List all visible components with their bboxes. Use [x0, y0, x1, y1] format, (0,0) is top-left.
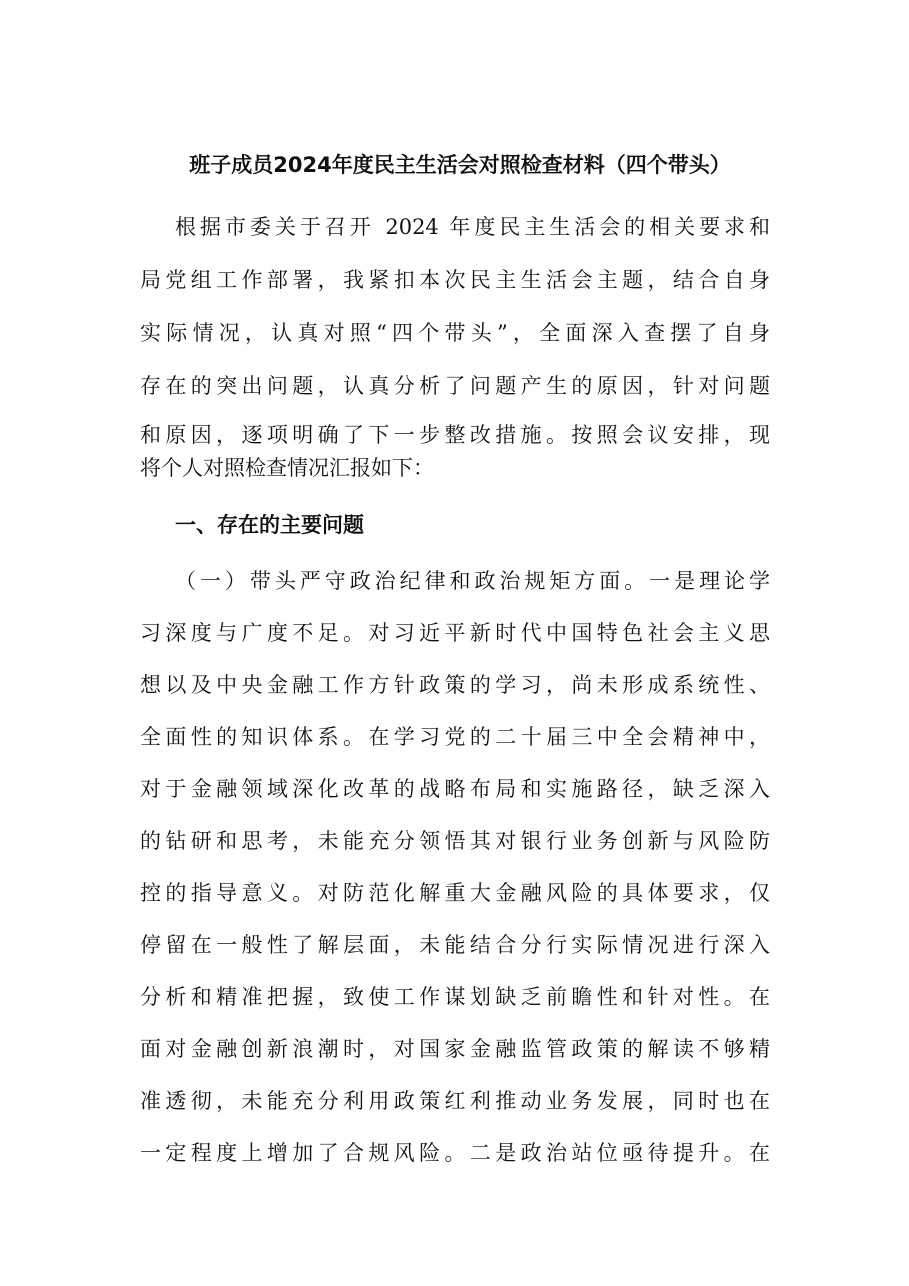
- intro-line-1: 根据市委关于召开 2024 年度民主生活会的相关要求和: [175, 215, 770, 239]
- intro-line-4: 存在的突出问题，认真分析了问题产生的原因，针对问题: [140, 374, 770, 398]
- body-line-5: 对于金融领域深化改革的战略布局和实施路径，缺乏深入: [140, 777, 770, 801]
- body-line-10: 面对金融创新浪潮时，对国家金融监管政策的解读不够精: [140, 1037, 770, 1061]
- body-line-6: 的钻研和思考，未能充分领悟其对银行业务创新与风险防: [140, 829, 770, 853]
- intro-line-2: 局党组工作部署，我紧扣本次民主生活会主题，结合自身: [140, 268, 770, 292]
- body-line-2: 习深度与广度不足。对习近平新时代中国特色社会主义思: [140, 621, 770, 645]
- body-line-11: 准透彻，未能充分利用政策红利推动业务发展，同时也在: [140, 1089, 770, 1113]
- body-line-8: 停留在一般性了解层面，未能结合分行实际情况进行深入: [140, 933, 770, 957]
- body-line-7: 控的指导意义。对防范化解重大金融风险的具体要求，仅: [140, 881, 770, 905]
- body-line-9: 分析和精准把握，致使工作谋划缺乏前瞻性和针对性。在: [140, 985, 770, 1009]
- intro-line-3: 实际情况，认真对照“四个带头”，全面深入查摆了自身: [140, 321, 770, 345]
- body-line-4: 全面性的知识体系。在学习党的二十届三中全会精神中，: [140, 725, 770, 749]
- section-heading: 一、存在的主要问题: [175, 513, 364, 537]
- body-line-3: 想以及中央金融工作方针政策的学习，尚未形成系统性、: [140, 673, 770, 697]
- body-line-1: （一）带头严守政治纪律和政治规矩方面。一是理论学: [175, 569, 770, 593]
- intro-line-5: 和原因，逐项明确了下一步整改措施。按照会议安排，现: [140, 423, 770, 447]
- document-title: 班子成员2024年度民主生活会对照检查材料（四个带头）: [189, 153, 731, 177]
- intro-line-6: 将个人对照检查情况汇报如下：: [140, 456, 434, 480]
- body-line-12: 一定程度上增加了合规风险。二是政治站位亟待提升。在: [140, 1141, 770, 1165]
